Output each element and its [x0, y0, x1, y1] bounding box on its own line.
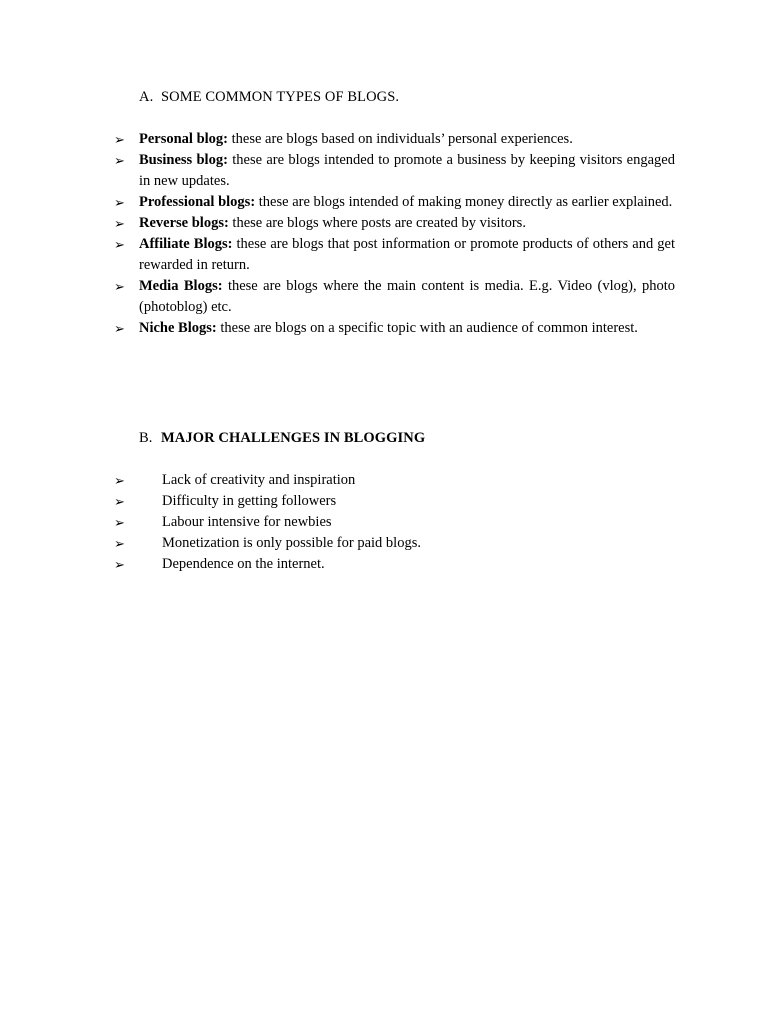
- list-item: [0, 234, 675, 276]
- section-a-title: SOME COMMON TYPES OF BLOGS: [161, 89, 396, 105]
- arrow-bullet-icon: ➢: [114, 473, 125, 488]
- list-item-text: these are blogs based on individuals’ personal experiences.: [228, 131, 573, 147]
- list-item: [0, 512, 768, 533]
- list-item-text: Dependence on the internet.: [162, 556, 325, 572]
- arrow-bullet-icon: ➢: [114, 132, 125, 147]
- list-item-term: Professional blogs:: [139, 194, 256, 210]
- list-item-text: these are blogs where the main content is media. E.g. Video (vlog), photo (photoblog) etc.: [139, 278, 675, 315]
- list-item: [0, 554, 768, 575]
- list-item: [0, 276, 675, 318]
- arrow-bullet-icon: ➢: [114, 321, 125, 336]
- list-item: [0, 470, 768, 491]
- arrow-bullet-icon: ➢: [114, 557, 125, 572]
- section-b-heading: [139, 428, 425, 448]
- list-item-text: these are blogs intended to promote a business by keeping visitors engaged in new updates.: [139, 152, 675, 189]
- section-b-letter: B.: [139, 430, 153, 446]
- arrow-bullet-icon: ➢: [114, 536, 125, 551]
- list-item-text: Monetization is only possible for paid blogs.: [162, 535, 421, 551]
- arrow-bullet-icon: ➢: [114, 515, 125, 530]
- list-item-text: these are blogs on a specific topic with an audience of common interest.: [216, 320, 638, 336]
- arrow-bullet-icon: ➢: [114, 195, 125, 210]
- list-item: [0, 150, 675, 192]
- list-item-text: these are blogs that post information or promote products of others and get rewarded in return.: [139, 236, 675, 273]
- list-item: [0, 318, 675, 339]
- arrow-bullet-icon: ➢: [114, 237, 125, 252]
- blog-types-list: [0, 129, 768, 339]
- section-a-title-suffix: .: [395, 89, 400, 105]
- list-item-term: Personal blog:: [139, 131, 229, 147]
- list-item-text: these are blogs intended of making money directly as earlier explained.: [255, 194, 673, 210]
- list-item: [0, 192, 675, 213]
- list-item: [0, 491, 768, 512]
- list-item-term: Business blog:: [139, 152, 228, 168]
- list-item-term: Affiliate Blogs:: [139, 236, 233, 252]
- arrow-bullet-icon: ➢: [114, 153, 125, 168]
- arrow-bullet-icon: ➢: [114, 216, 125, 231]
- list-item-term: Reverse blogs:: [139, 215, 229, 231]
- list-item-term: Niche Blogs:: [139, 320, 217, 336]
- arrow-bullet-icon: ➢: [114, 279, 125, 294]
- arrow-bullet-icon: ➢: [114, 494, 125, 509]
- list-item: [0, 129, 675, 150]
- list-item-text: Labour intensive for newbies: [162, 514, 332, 530]
- list-item-text: Lack of creativity and inspiration: [162, 472, 356, 488]
- challenges-list: [0, 470, 768, 575]
- list-item-term: Media Blogs:: [139, 278, 223, 294]
- list-item: [0, 533, 768, 554]
- section-a-letter: A.: [139, 89, 154, 105]
- list-item-text: Difficulty in getting followers: [162, 493, 337, 509]
- list-item-text: these are blogs where posts are created by visitors.: [228, 215, 526, 231]
- list-item: [0, 213, 675, 234]
- section-b-title: MAJOR CHALLENGES IN BLOGGING: [161, 430, 426, 446]
- section-a-heading: [139, 87, 399, 107]
